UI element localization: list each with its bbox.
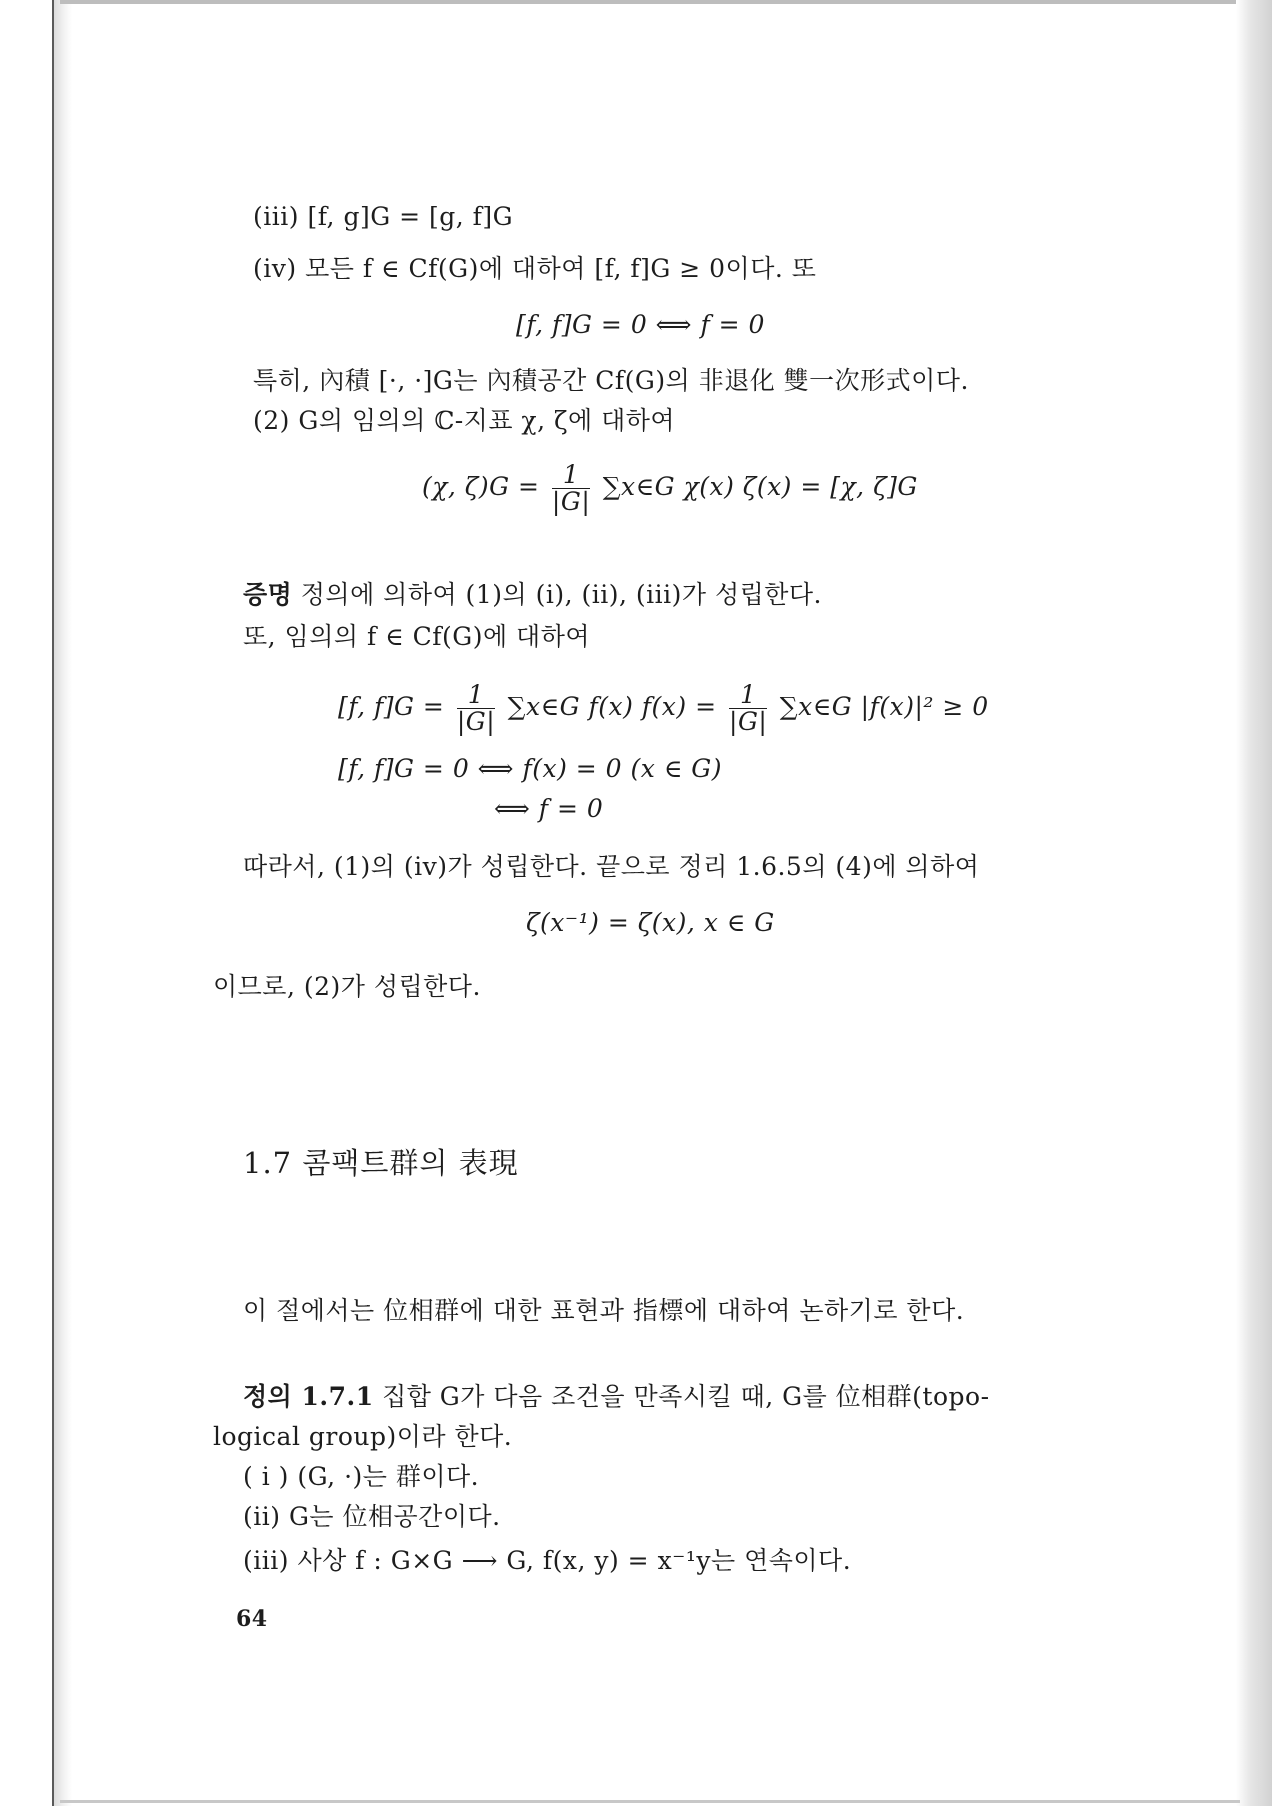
formula-inner-fraction: [552, 462, 590, 515]
formula-norm-lhs: [f, f]G =: [338, 692, 445, 721]
formula-norm-line-1: [338, 682, 989, 735]
formula-inner-denominator: |G|: [551, 487, 591, 516]
formula-inner-lhs: (χ, ζ)G =: [422, 472, 540, 501]
proof-text-1: 정의에 의하여 (1)의 (i), (ii), (iii)가 성립한다.: [300, 580, 822, 609]
conclusion-line-1: 따라서, (1)의 (iv)가 성립한다. 끝으로 정리 1.6.5의 (4)에 의하여: [243, 852, 980, 881]
formula-norm-numerator-1: 1: [457, 682, 495, 709]
definition-condition-3: (iii) 사상 f : G×G ⟶ G, f(x, y) = x⁻¹y는 연속이다.: [243, 1546, 852, 1575]
item-iv-equivalence: [f, f]G = 0 ⟺ f = 0: [516, 310, 765, 339]
formula-norm-denominator-2: |G|: [729, 707, 768, 736]
formula-norm-fraction-1: [457, 682, 495, 735]
formula-norm-line-2: [f, f]G = 0 ⟺ f(x) = 0 (x ∈ G): [338, 754, 722, 783]
proof-line-2: 또, 임의의 f ∈ Cf(G)에 대하여: [243, 622, 590, 651]
conclusion-formula: ζ(x⁻¹) = ζ(x), x ∈ G: [526, 908, 775, 937]
formula-norm-fraction-2: [729, 682, 767, 735]
page-number: 64: [236, 1606, 268, 1632]
definition-line-1: [243, 1380, 990, 1414]
item-iv-line: (iv) 모든 f ∈ Cf(G)에 대하여 [f, f]G ≥ 0이다. 또: [253, 254, 817, 283]
formula-inner-numerator: 1: [552, 462, 590, 489]
definition-condition-2: (ii) G는 位相공간이다.: [243, 1502, 501, 1531]
formula-norm-numerator-2: 1: [729, 682, 767, 709]
formula-norm-denominator-1: |G|: [456, 707, 496, 736]
definition-condition-1: ( i ) (G, ·)는 群이다.: [243, 1462, 480, 1491]
proof-line-1: [243, 578, 822, 612]
definition-label: 정의 1.7.1: [243, 1382, 374, 1411]
proof-label: 증명: [243, 580, 293, 609]
section-title: 1.7 콤팩트群의 表現: [243, 1146, 519, 1180]
formula-inner-rhs: ∑x∈G χ(x) ζ(x) = [χ, ζ]G: [602, 472, 918, 501]
definition-line-2: logical group)이라 한다.: [213, 1422, 513, 1451]
formula-norm-line-3: ⟺ f = 0: [494, 794, 604, 823]
formula-norm-mid: ∑x∈G f(x) f(x) =: [507, 692, 717, 721]
item-iii-top: (iii) [f, g]G = [g, f]G: [253, 202, 514, 231]
remark-bilinear-form: 특히, 內積 [·, ·]G는 內積공간 Cf(G)의 非退化 雙一次形式이다.: [253, 366, 969, 395]
conclusion-line-2: 이므로, (2)가 성립한다.: [213, 972, 481, 1001]
section-intro: 이 절에서는 位相群에 대한 표현과 指標에 대하여 논하기로 한다.: [243, 1296, 965, 1325]
part-2-statement: (2) G의 임의의 ℂ-지표 χ, ζ에 대하여: [253, 406, 676, 435]
formula-inner-product: [422, 462, 918, 515]
formula-norm-rhs: ∑x∈G |f(x)|² ≥ 0: [779, 692, 989, 721]
definition-text-1: 집합 G가 다음 조건을 만족시킬 때, G를 位相群(topo-: [382, 1382, 990, 1411]
